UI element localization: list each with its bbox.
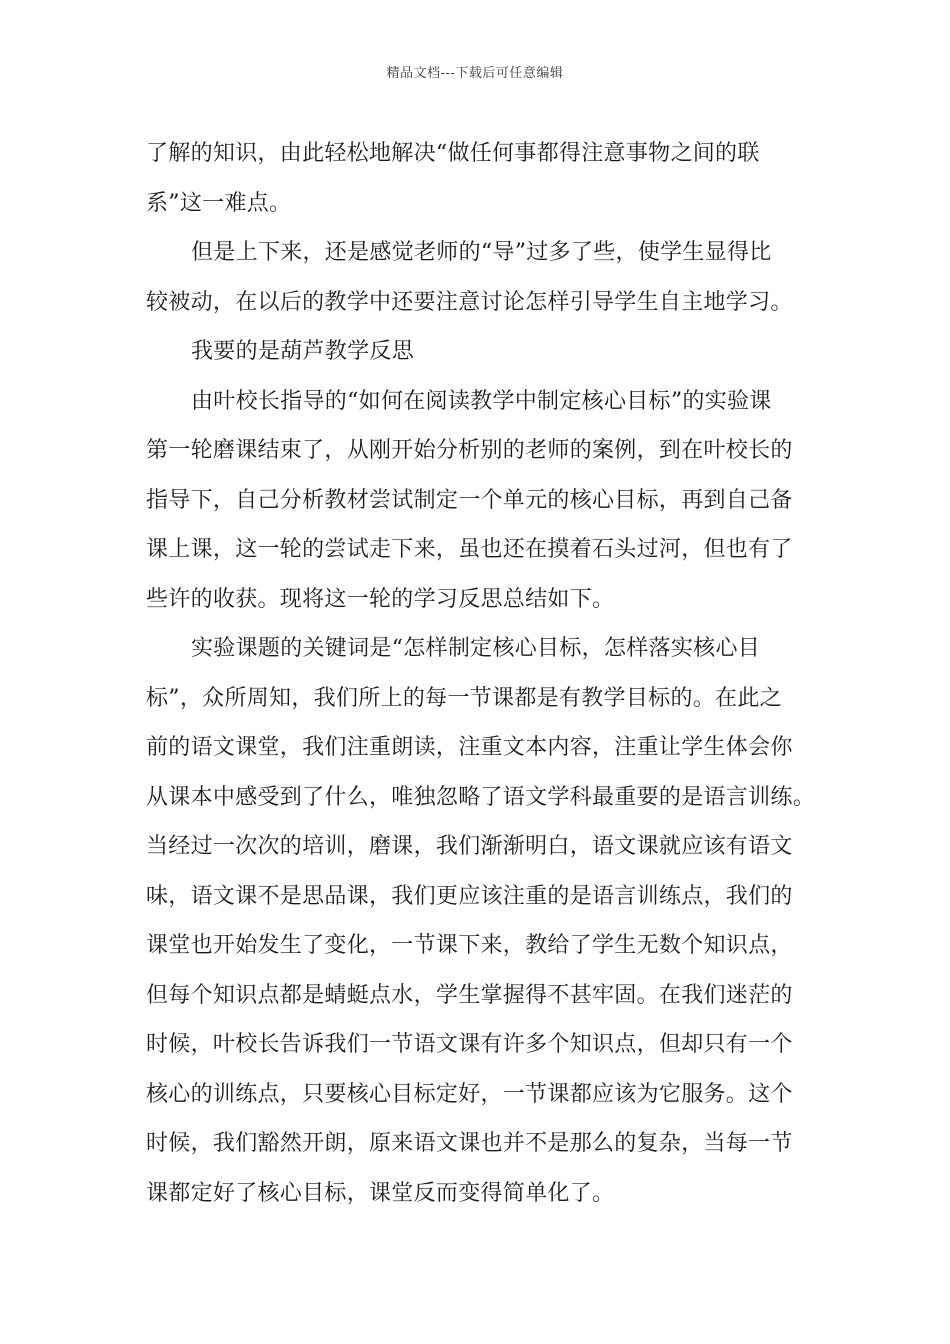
body-text bbox=[146, 129, 816, 1218]
text-line: 味，语文课不是思品课，我们更应该注重的是语言训练点，我们的 bbox=[146, 883, 793, 909]
text-line: 但每个知识点都是蜻蜓点水，学生掌握得不甚牢固。在我们迷茫的 bbox=[146, 982, 793, 1008]
text-line: 系”这一难点。 bbox=[146, 190, 292, 216]
text-line: 课上课，这一轮的尝试走下来，虽也还在摸着石头过河，但也有了 bbox=[146, 537, 793, 562]
text-line: 课都定好了核心目标，课堂反而变得简单化了。 bbox=[146, 1180, 615, 1206]
paragraph-start-line: 实验课题的关键词是“怎样制定核心目标，怎样落实核心目 bbox=[191, 636, 761, 661]
text-line: 第一轮磨课结束了，从刚开始分析别的老师的案例，到在叶校长的 bbox=[146, 438, 793, 463]
text-line: 些许的收获。现将这一轮的学习反思总结如下。 bbox=[146, 586, 615, 612]
text-line: 前的语文课堂，我们注重朗读，注重文本内容，注重让学生体会你 bbox=[146, 735, 793, 760]
paragraph-start-line: 但是上下来，还是感觉老师的“导”过多了些，使学生显得比 bbox=[191, 240, 772, 265]
text-line: 指导下，自己分析教材尝试制定一个单元的核心目标，再到自己备 bbox=[146, 487, 793, 513]
paragraph-start-line: 由叶校长指导的“如何在阅读教学中制定核心目标”的实验课 bbox=[191, 388, 772, 414]
text-line: 标”，众所周知，我们所上的每一节课都是有教学目标的。在此之 bbox=[146, 685, 782, 711]
text-line: 课堂也开始发生了变化，一节课下来，教给了学生无数个知识点， bbox=[146, 933, 793, 958]
text-line: 从课本中感受到了什么，唯独忽略了语文学科最重要的是语言训练。 bbox=[146, 784, 816, 810]
page-header: 精品文档---下载后可任意编辑 bbox=[386, 66, 564, 81]
text-line: 核心的训练点，只要核心目标定好，一节课都应该为它服务。这个 bbox=[146, 1081, 793, 1107]
section-title: 我要的是葫芦教学反思 bbox=[191, 339, 415, 364]
text-line: 时候，叶校长告诉我们一节语文课有许多个知识点，但却只有一个 bbox=[146, 1032, 793, 1057]
text-line: 较被动，在以后的教学中还要注意讨论怎样引导学生自主地学习。 bbox=[146, 289, 793, 315]
text-line: 时候，我们豁然开朗，原来语文课也并不是那么的复杂，当每一节 bbox=[146, 1131, 793, 1156]
text-line: 了解的知识，由此轻松地解决“做任何事都得注意事物之间的联 bbox=[146, 141, 760, 166]
text-line: 当经过一次次的培训，磨课，我们渐渐明白，语文课就应该有语文 bbox=[146, 834, 793, 859]
